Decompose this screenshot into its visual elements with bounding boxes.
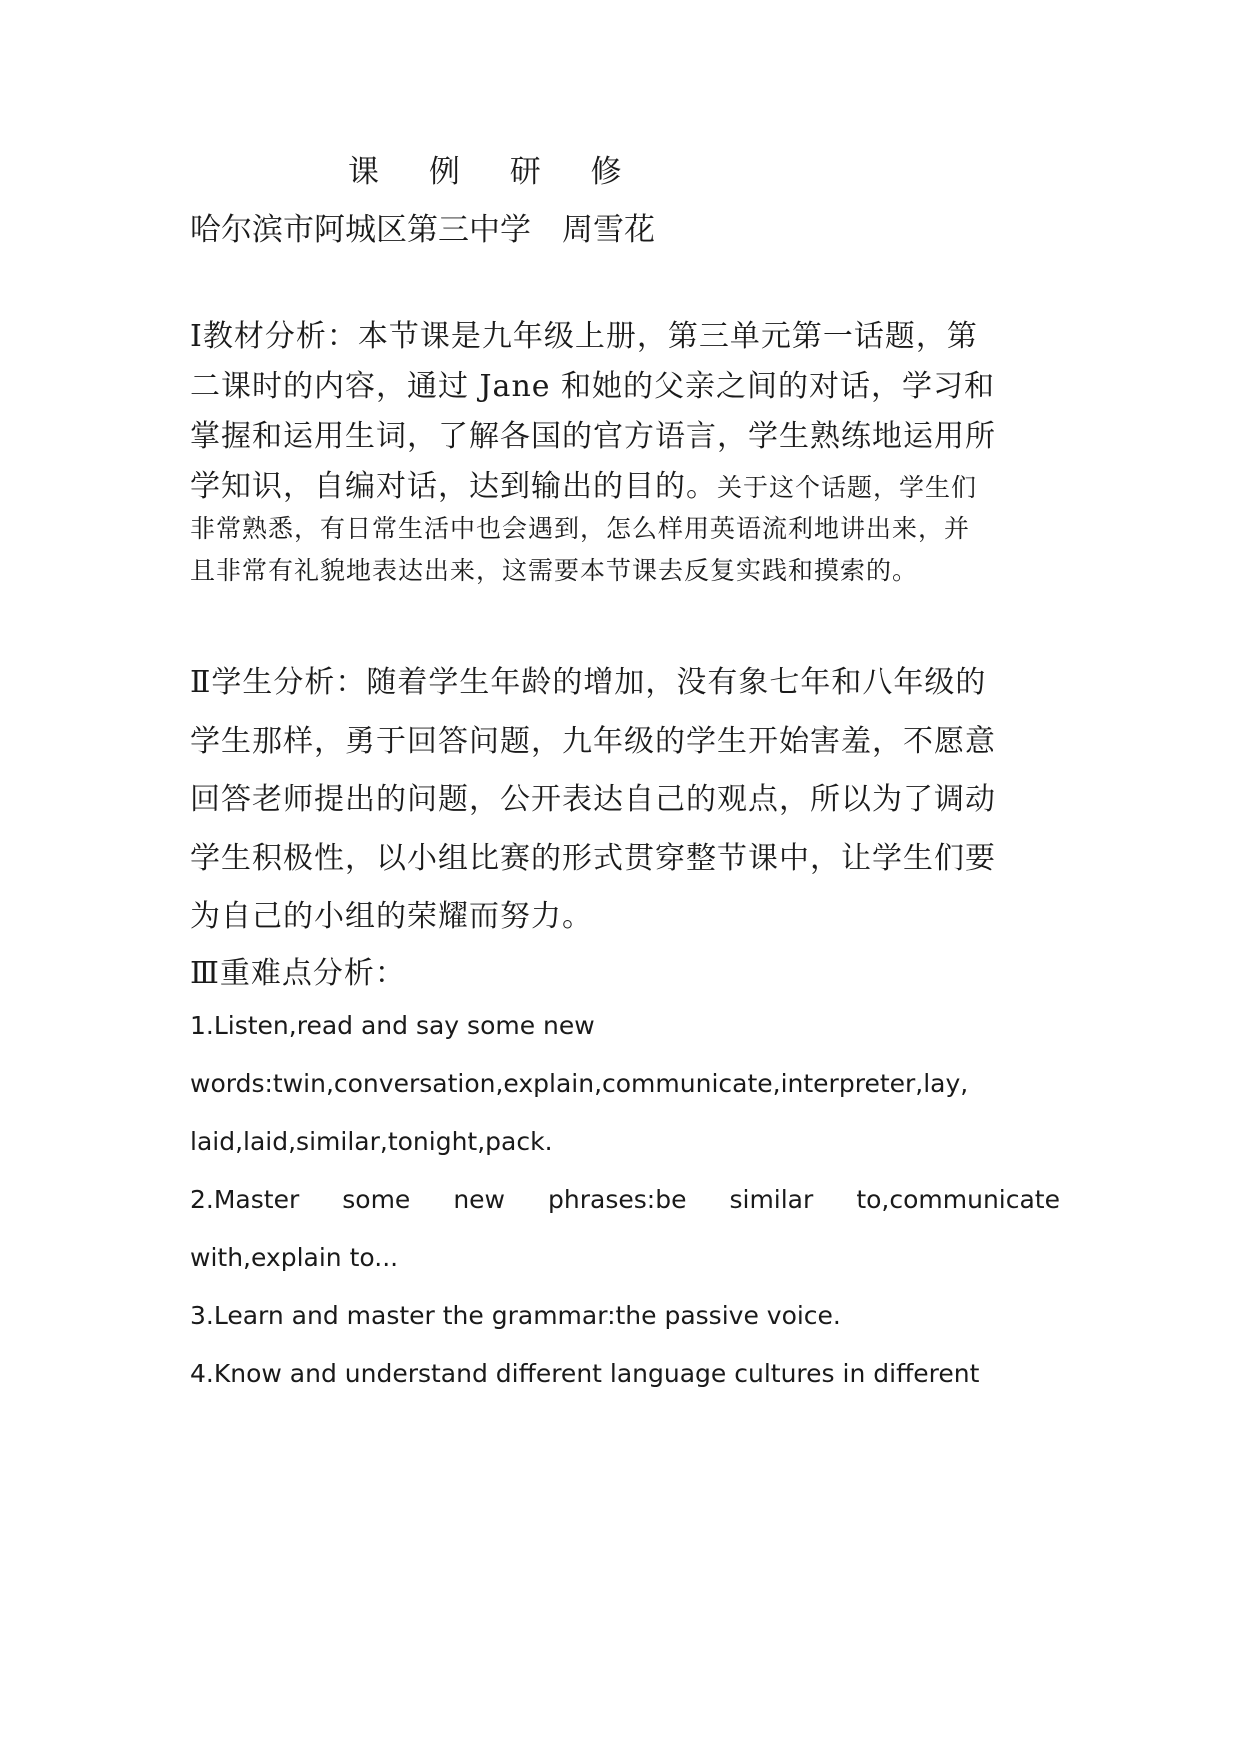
item2-word: new: [453, 1185, 506, 1214]
section1-line-4-main: 学知识，自编对话，达到输出的目的。: [190, 469, 717, 504]
section2-line-1: Ⅱ学生分析：随着学生年龄的增加，没有象七年和八年级的: [190, 665, 987, 700]
section1-line-1: Ⅰ教材分析：本节课是九年级上册，第三单元第一话题，第: [190, 319, 978, 354]
item4-line: 4.Know and understand different language cultures in different: [190, 1359, 980, 1388]
section2-line-4: 学生积极性，以小组比赛的形式贯穿整节课中，让学生们要: [190, 841, 996, 876]
item2-line-2: with,explain to...: [190, 1243, 399, 1272]
section1-line-2: 二课时的内容，通过 Jane 和她的父亲之间的对话，学习和: [190, 369, 996, 404]
section1-line-6: 且非常有礼貌地表达出来，这需要本节课去反复实践和摸索的。: [190, 556, 919, 585]
section3-heading: Ⅲ重难点分析：: [190, 956, 406, 991]
item3-line: 3.Learn and master the grammar:the passive voice.: [190, 1301, 841, 1330]
document-title: 课 例 研 修: [348, 154, 642, 190]
author-line: 哈尔滨市阿城区第三中学 周雪花: [190, 212, 655, 248]
section1-line-3: 掌握和运用生词，了解各国的官方语言，学生熟练地运用所: [190, 419, 996, 454]
item2-word: to,communicate: [856, 1185, 1060, 1214]
item2-word: 2.Master: [190, 1185, 300, 1214]
item2-word: phrases:be: [548, 1185, 687, 1214]
item1-line-1: 1.Listen,read and say some new: [190, 1011, 595, 1040]
section1-line-4: [190, 461, 1060, 505]
section2-line-3: 回答老师提出的问题，公开表达自己的观点，所以为了调动: [190, 782, 996, 817]
section1-line-5: 非常熟悉，有日常生活中也会遇到，怎么样用英语流利地讲出来，并: [190, 514, 971, 543]
item2-line-1: [190, 1185, 1060, 1214]
section2-line-2: 学生那样，勇于回答问题，九年级的学生开始害羞，不愿意: [190, 724, 996, 759]
item1-line-3: laid,laid,similar,tonight,pack.: [190, 1127, 553, 1156]
section2-line-5: 为自己的小组的荣耀而努力。: [190, 899, 593, 934]
section1-line-4-small: 关于这个话题，学生们: [717, 473, 978, 502]
item1-line-2: words:twin,conversation,explain,communicate,interpreter,lay,: [190, 1069, 969, 1098]
item2-word: some: [342, 1185, 411, 1214]
item2-word: similar: [729, 1185, 814, 1214]
